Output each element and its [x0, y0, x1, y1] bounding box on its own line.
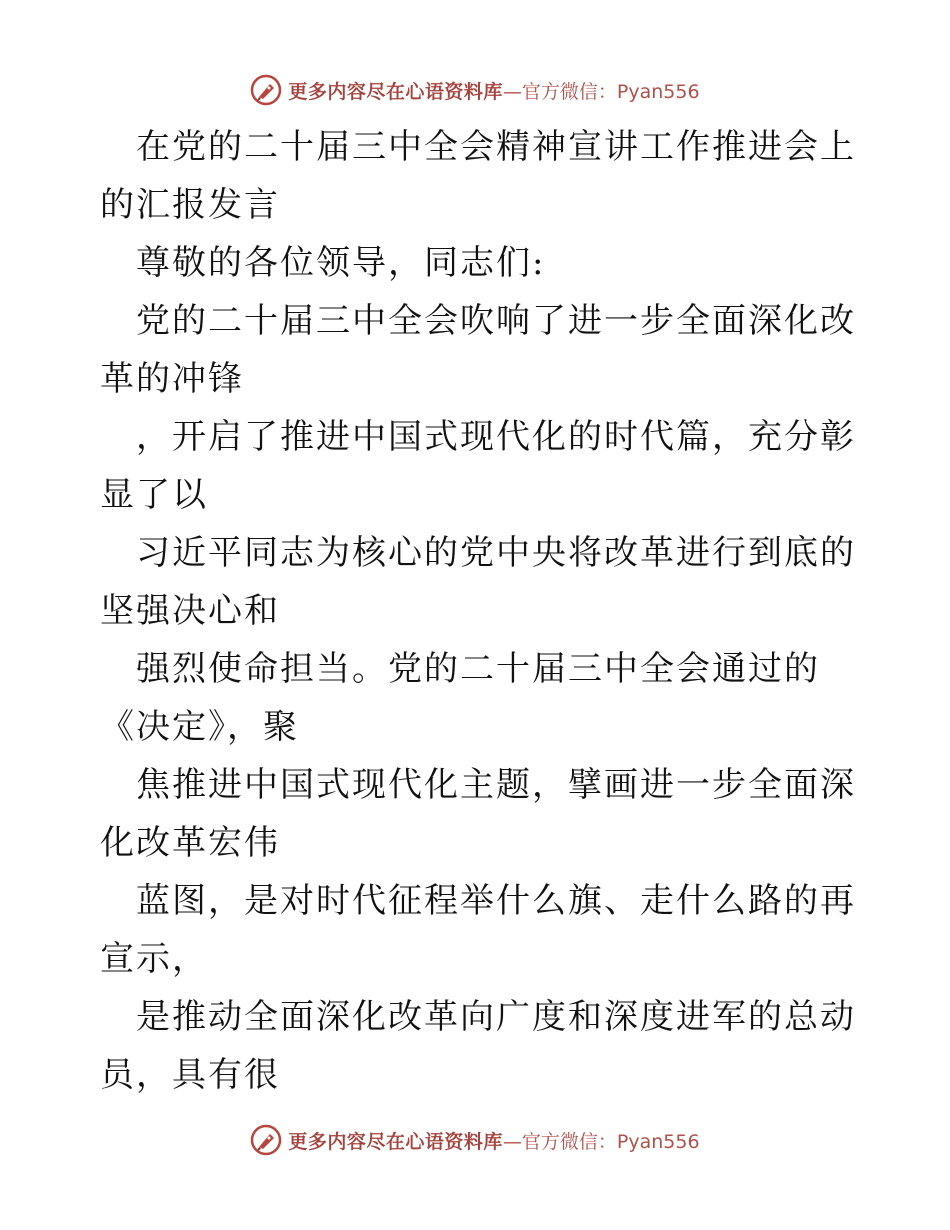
paragraph: 习近平同志为核心的党中央将改革进行到底的坚强决心和 [100, 533, 856, 631]
header-banner [0, 70, 950, 110]
paragraph: 是推动全面深化改革向广度和深度进军的总动员，具有很 [100, 997, 856, 1095]
salutation: 尊敬的各位领导，同志们: [136, 243, 546, 283]
paragraph: 焦推进中国式现代化主题，擘画进一步全面深化改革宏伟 [100, 765, 856, 863]
banner-wechat-text: —官方微信：Pyan556 [502, 1130, 700, 1153]
paragraph: ，开启了推进中国式现代化的时代篇，充分彰显了以 [100, 417, 856, 515]
footer-banner [0, 1120, 950, 1160]
paragraph: 强烈使命担当。党的二十届三中全会通过的《决定》，聚 [100, 649, 820, 747]
banner-wechat-text: —官方微信：Pyan556 [502, 80, 700, 103]
paragraph: 蓝图，是对时代征程举什么旗、走什么路的再宣示， [100, 881, 856, 979]
banner-red-text: 更多内容尽在心语资料库 [288, 1130, 503, 1153]
banner-red-text: 更多内容尽在心语资料库 [288, 80, 503, 103]
pen-nib-icon [250, 74, 282, 106]
document-title: 在党的二十届三中全会精神宣讲工作推进会上的汇报发言 [100, 127, 856, 225]
document-body [100, 118, 860, 1104]
paragraph: 党的二十届三中全会吹响了进一步全面深化改革的冲锋 [100, 301, 856, 399]
pen-nib-icon [250, 1124, 282, 1156]
